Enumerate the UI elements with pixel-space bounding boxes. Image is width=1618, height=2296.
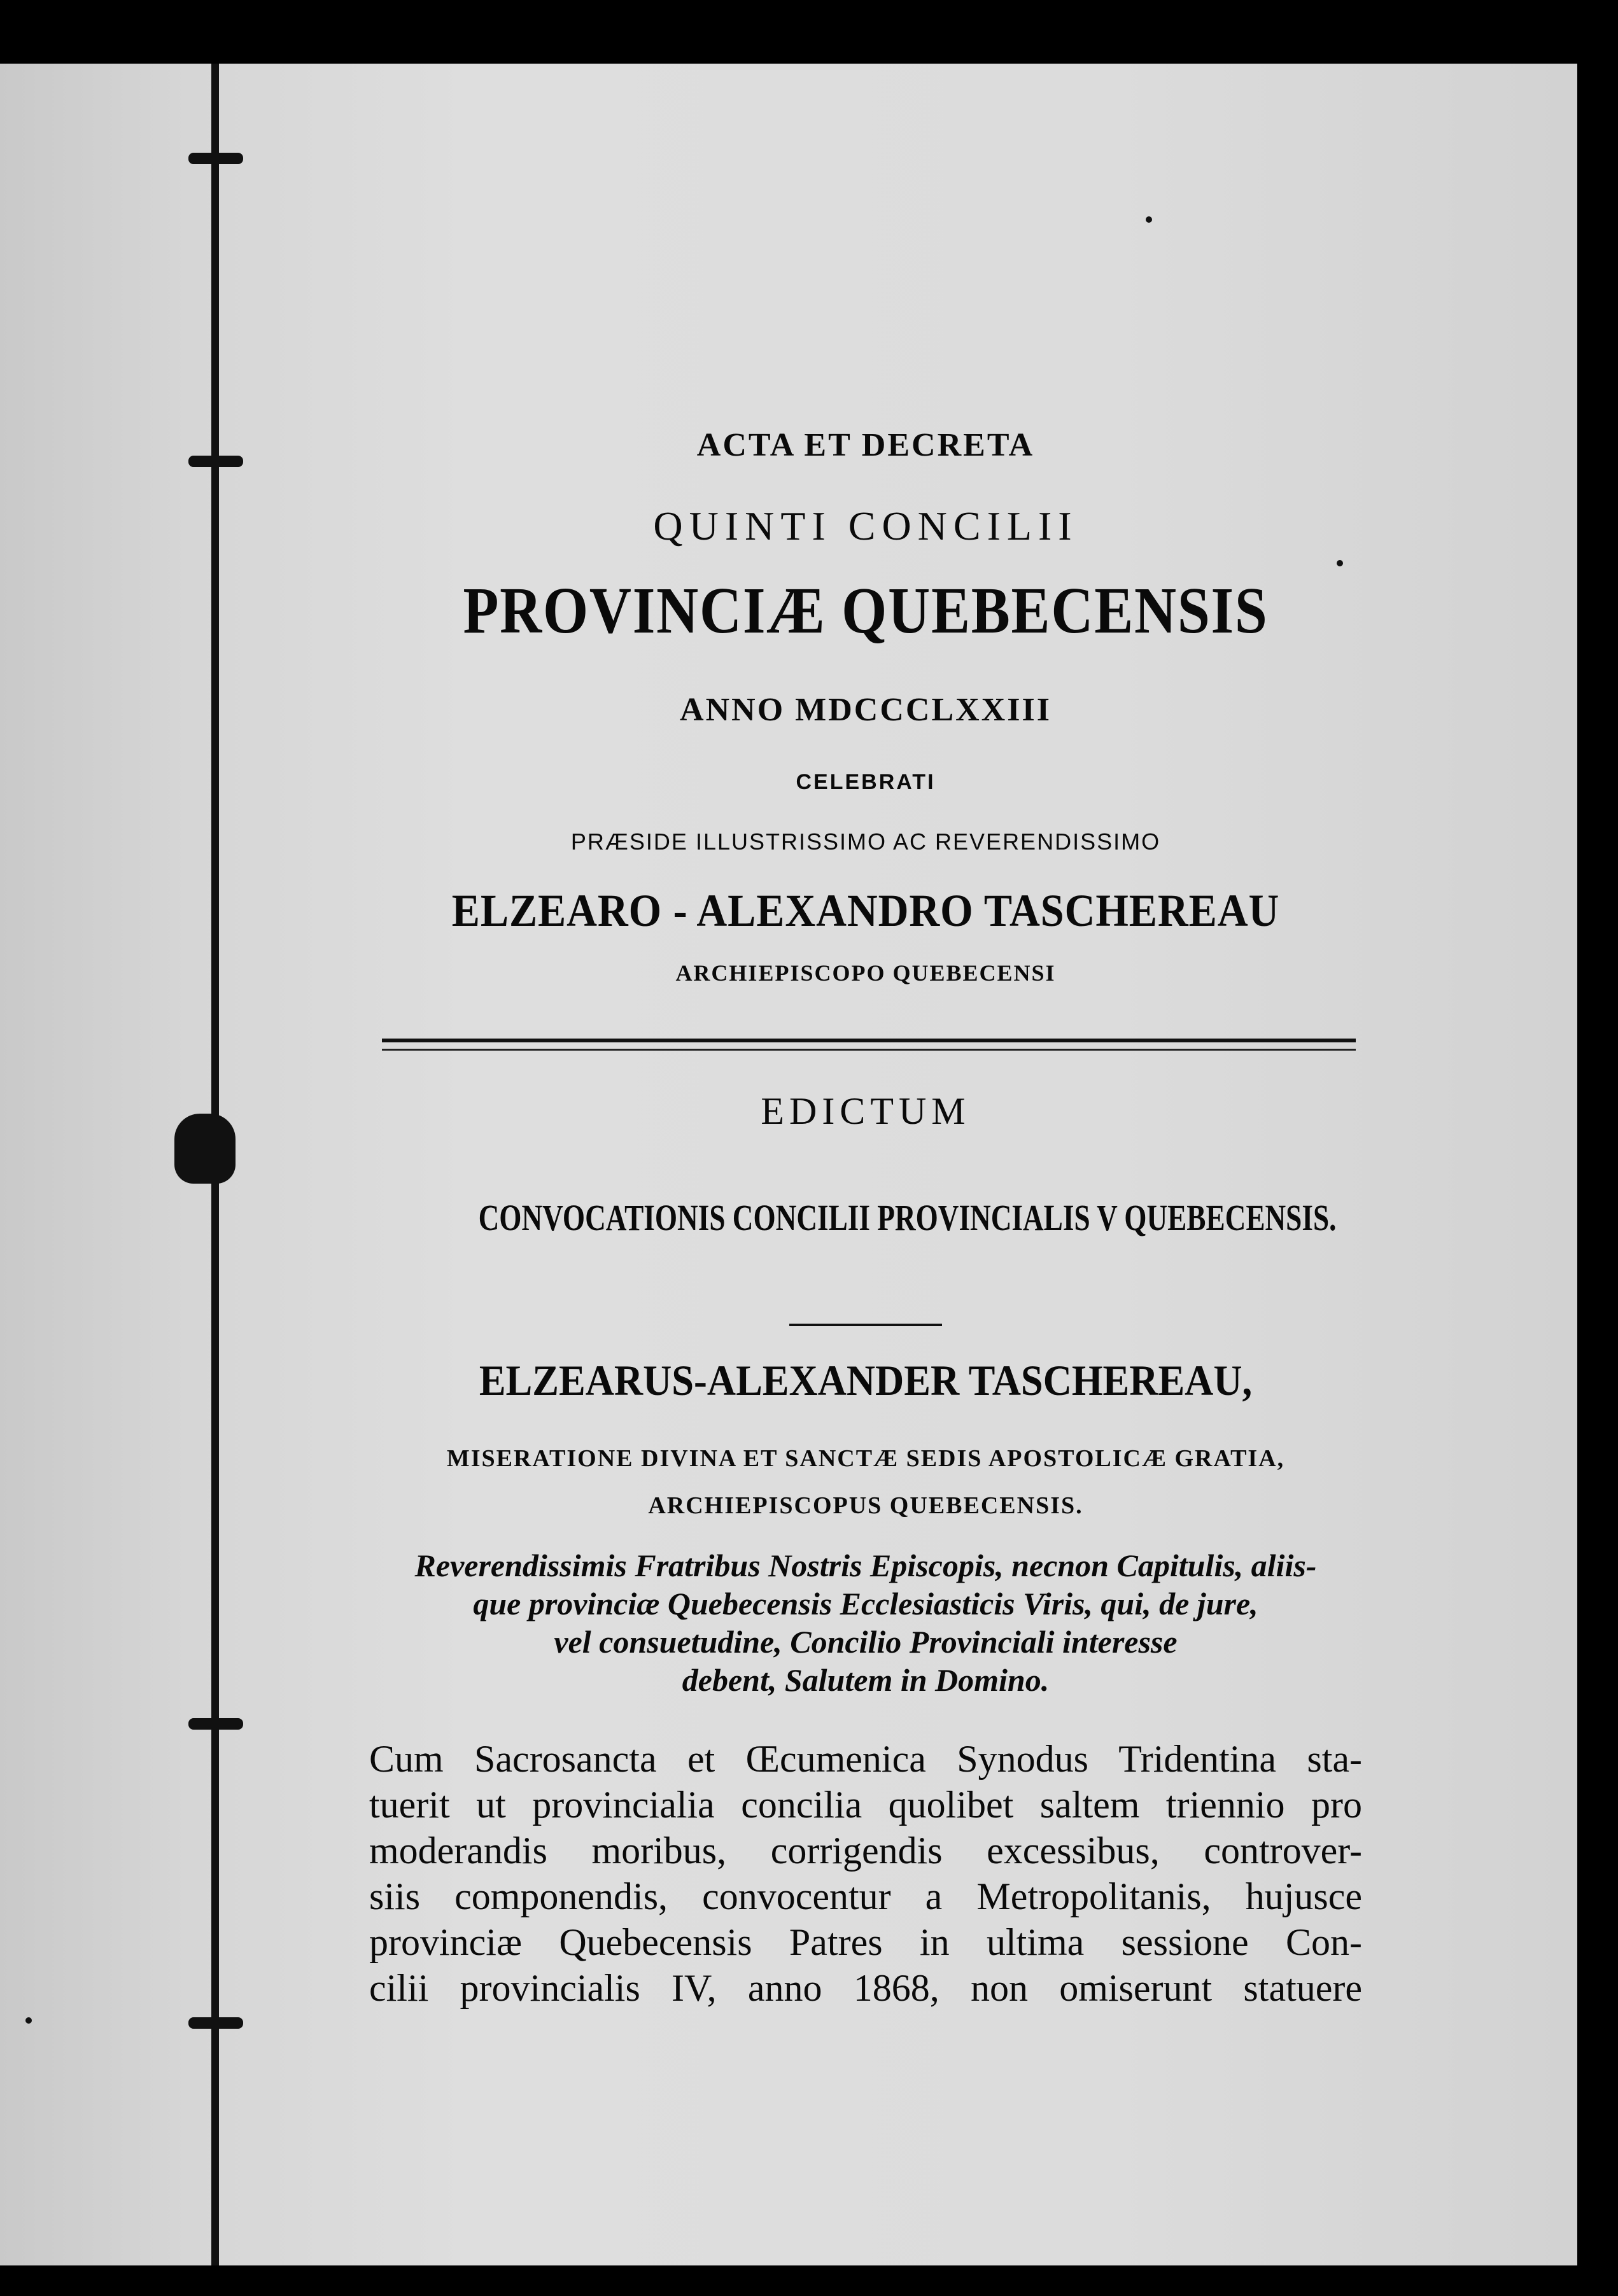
edictum-title: EDICTUM — [761, 1090, 971, 1132]
speck — [1146, 216, 1152, 223]
author-title-line2: ARCHIEPISCOPUS QUEBECENSIS. — [648, 1492, 1083, 1519]
body-line: provinciæ Quebecensis Patres in ultima sessione Con- — [369, 1921, 1362, 1963]
binding-stitch — [188, 2017, 243, 2029]
section-divider — [789, 1324, 942, 1326]
address-line: debent, Salutem in Domino. — [682, 1662, 1050, 1698]
double-rule-bottom — [382, 1049, 1356, 1051]
heading-provinciae: PROVINCIÆ QUEBECENSIS — [463, 574, 1269, 647]
speck — [25, 2017, 32, 2024]
body-line: tuerit ut provincialia concilia quolibet saltem triennio pro — [369, 1784, 1362, 1826]
binding-stitch — [188, 153, 243, 164]
binding-stitch — [188, 1718, 243, 1730]
double-rule-top — [382, 1039, 1356, 1042]
body-line: moderandis moribus, corrigendis excessibus, controver- — [369, 1830, 1362, 1872]
scanned-page — [0, 64, 1577, 2265]
binding-stitch — [188, 456, 243, 467]
heading-quinti: QUINTI CONCILII — [653, 503, 1078, 549]
author-name: ELZEARUS-ALEXANDER TASCHEREAU, — [479, 1356, 1253, 1404]
binding-stitch — [174, 1114, 236, 1184]
body-line: siis componendis, convocentur a Metropolitanis, hujusce — [369, 1875, 1362, 1917]
speck — [1337, 560, 1343, 566]
salutation-address — [369, 1546, 1362, 1699]
body-paragraph — [369, 1736, 1362, 2011]
heading-name: ELZEARO - ALEXANDRO TASCHEREAU — [451, 885, 1280, 936]
heading-anno: ANNO MDCCCLXXIII — [680, 692, 1052, 728]
body-line: Cum Sacrosancta et Œcumenica Synodus Tridentina sta- — [369, 1738, 1362, 1780]
body-line: cilii provincialis IV, anno 1868, non omiserunt statuere — [369, 1967, 1362, 2009]
heading-acta: ACTA ET DECRETA — [696, 427, 1035, 463]
address-line: que provinciæ Quebecensis Ecclesiasticis Viris, qui, de jure, — [473, 1586, 1258, 1621]
address-line: vel consuetudine, Concilio Provinciali interesse — [554, 1624, 1178, 1660]
heading-praeside: PRÆSIDE ILLUSTRISSIMO AC REVERENDISSIMO — [570, 829, 1161, 855]
address-line: Reverendissimis Fratribus Nostris Episcopis, necnon Capitulis, aliis- — [414, 1548, 1317, 1583]
author-title-line1: MISERATIONE DIVINA ET SANCTÆ SEDIS APOSTOLICÆ GRATIA, — [446, 1445, 1285, 1472]
heading-archiepiscopo: ARCHIEPISCOPO QUEBECENSI — [675, 960, 1056, 986]
edictum-subtitle: CONVOCATIONIS CONCILII PROVINCIALIS V QUEBECENSIS. — [478, 1197, 1337, 1238]
heading-celebrati: CELEBRATI — [796, 770, 936, 794]
